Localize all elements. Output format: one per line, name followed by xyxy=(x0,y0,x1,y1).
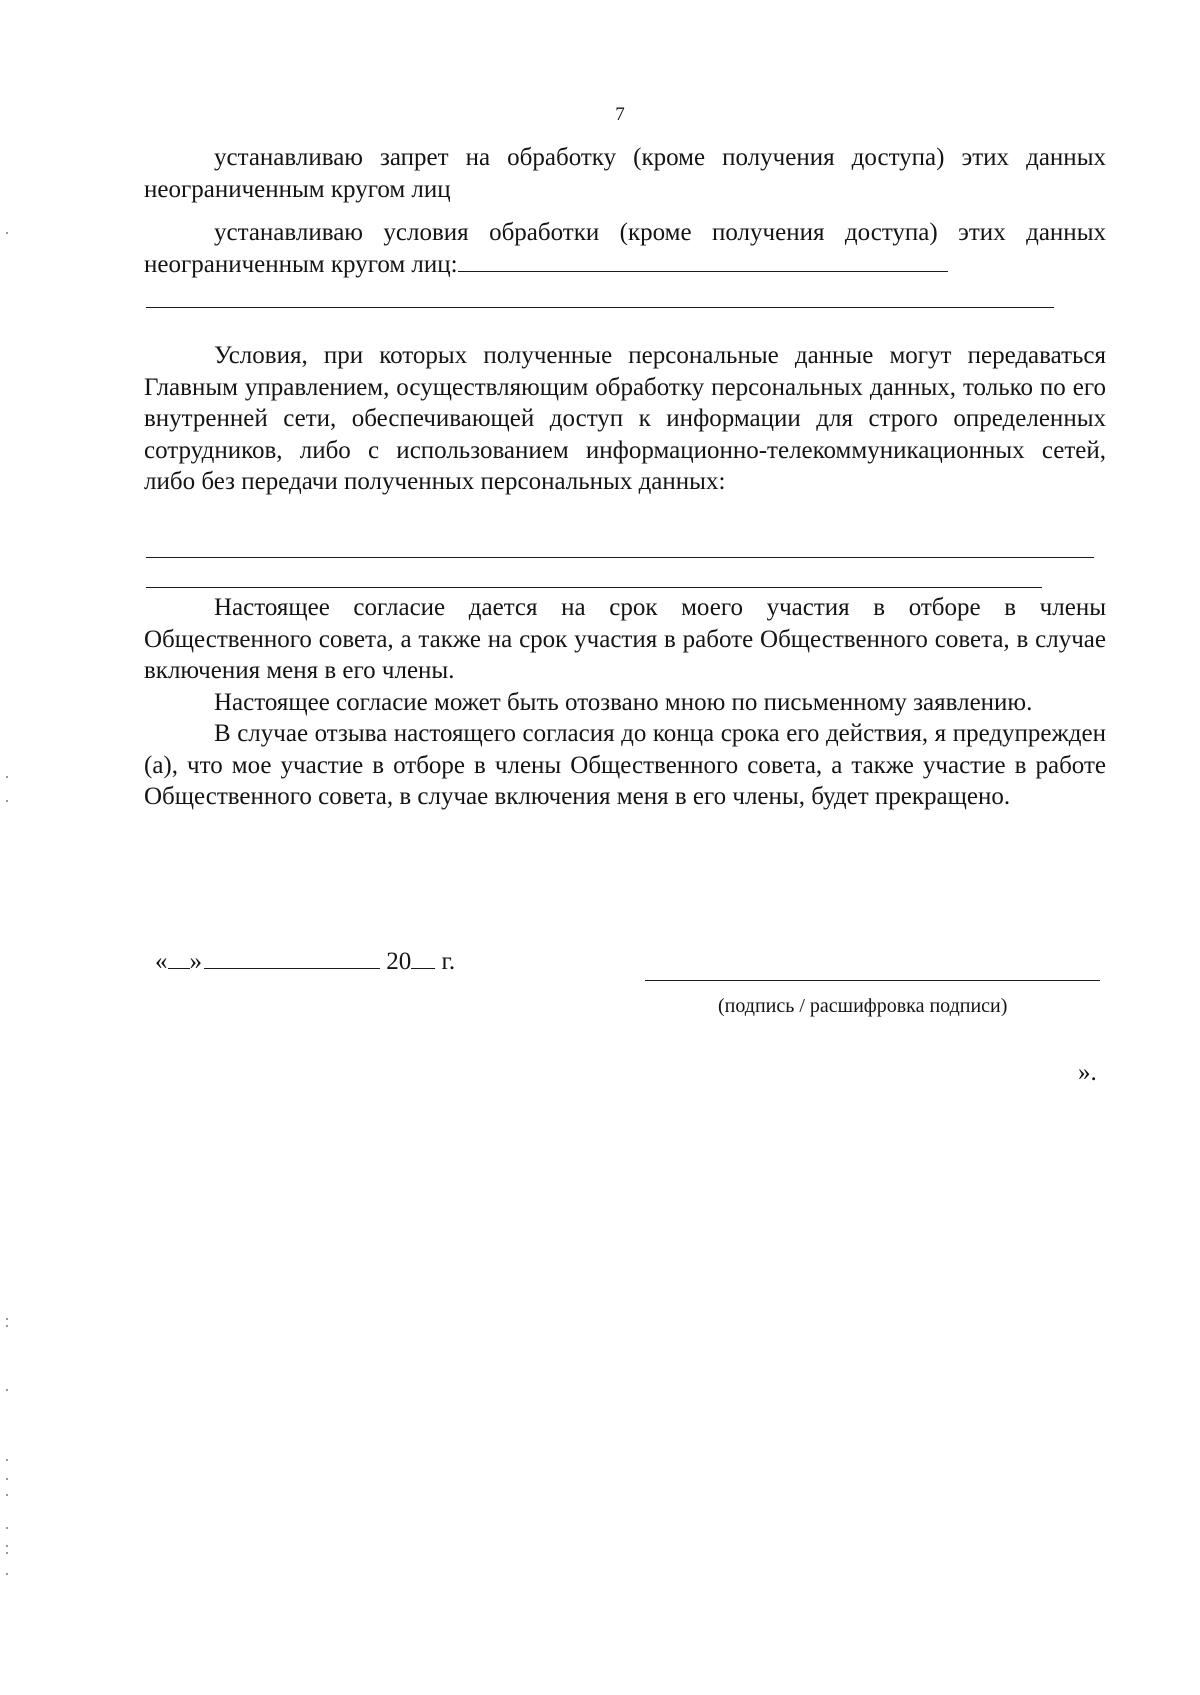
year-suffix: г. xyxy=(441,948,456,975)
consent-section xyxy=(144,592,1106,813)
conditions-paragraph xyxy=(144,217,1106,280)
consent-revocation-paragraph: Настоящее согласие может быть отозвано мною по письменному заявлению. xyxy=(214,688,1033,716)
conditions-text: устанавливаю условия обработки (кроме получения доступа) этих данных неограниченным кругом лиц: xyxy=(144,219,1106,278)
signature-caption: (подпись / расшифровка подписи) xyxy=(718,995,1008,1017)
transfer-blank-line-2 xyxy=(146,587,1042,588)
year-blank xyxy=(411,946,435,969)
conditions-continuation-line xyxy=(146,307,1054,308)
year-prefix: 20 xyxy=(386,948,412,975)
day-blank xyxy=(168,946,190,969)
consent-term-paragraph: Настоящее согласие дается на срок моего участия в отборе в члены Общественного совета, а также на срок участия в работе Общественного совета, в случае включения меня в его члены. xyxy=(144,594,1106,684)
date-field xyxy=(155,946,455,976)
transfer-conditions-paragraph: Условия, при которых полученные персональные данные могут передаваться Главным управлением, осуществляющим обработку персональных данных, только по его внутренней сети, обеспечивающей доступ к информации для строго определенных сотрудников, либо с использованием информационно-телекоммуникационных сетей, либо без передачи полученных персональных данных: xyxy=(144,342,1106,495)
date-quote-open: « xyxy=(155,948,168,975)
closing-quote: ». xyxy=(1078,1059,1097,1086)
transfer-blank-line-1 xyxy=(146,557,1094,558)
date-quote-close: » xyxy=(189,948,202,975)
ban-paragraph: устанавливаю запрет на обработку (кроме получения доступа) этих данных неограниченным кругом лиц xyxy=(144,144,1106,203)
month-blank xyxy=(204,946,380,969)
transfer-conditions-section xyxy=(144,340,1106,498)
signature-line xyxy=(645,980,1100,981)
scan-margin-marks xyxy=(6,0,16,1695)
page-number: 7 xyxy=(615,104,625,125)
conditions-blank-line xyxy=(458,249,948,272)
consent-warning-paragraph: В случае отзыва настоящего согласия до конца срока его действия, я предупрежден (а), что мое участие в отборе в члены Общественного совета, а также участие в работе Общественного совета, в случае включения меня в его члены, будет прекращено. xyxy=(144,720,1106,810)
restrictions-section xyxy=(144,142,1106,280)
